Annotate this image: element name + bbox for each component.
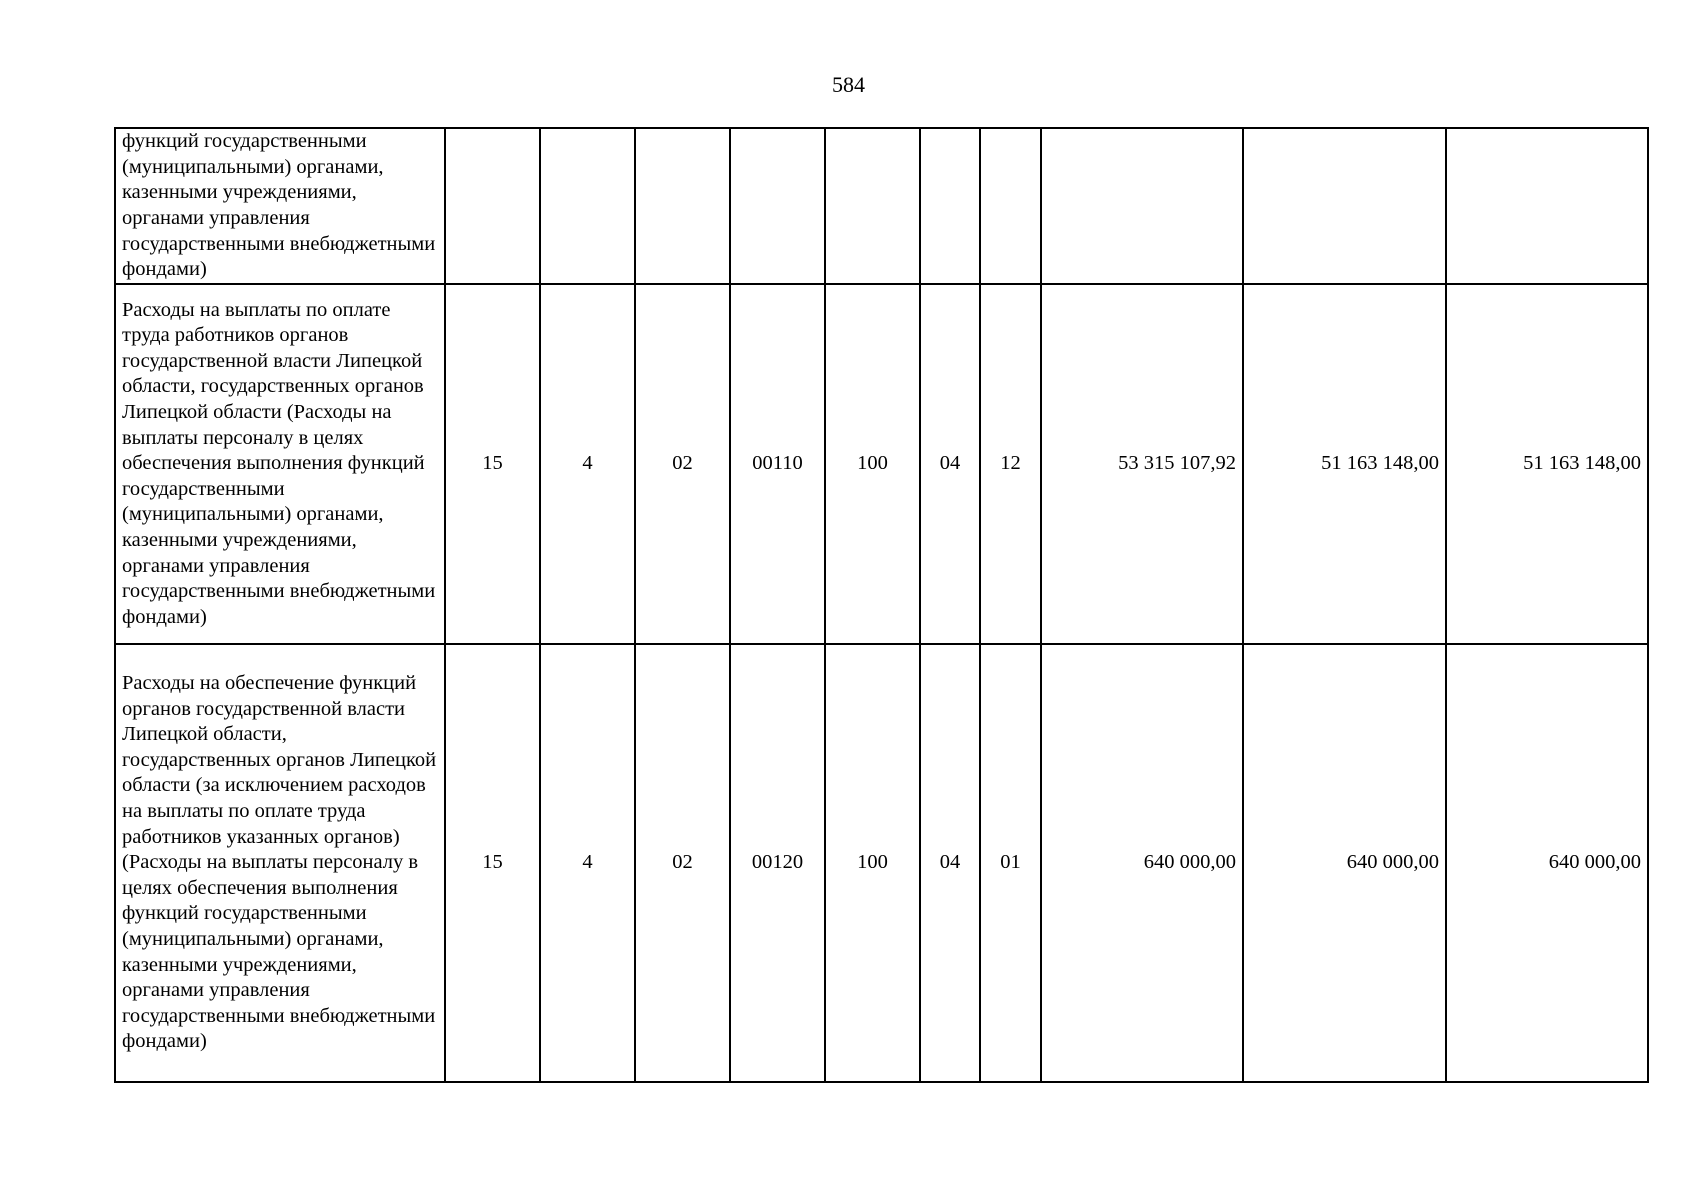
code-cell: 00110 [730,284,825,644]
code-cell: 15 [445,644,540,1082]
code-cell: 4 [540,644,635,1082]
code-cell: 4 [540,284,635,644]
amount-cell [1446,128,1648,284]
code-cell: 15 [445,284,540,644]
code-cell: 02 [635,284,730,644]
code-cell: 02 [635,644,730,1082]
code-cell: 01 [980,644,1041,1082]
amount-cell: 51 163 148,00 [1243,284,1446,644]
amount-cell: 53 315 107,92 [1041,284,1243,644]
code-cell: 100 [825,644,920,1082]
code-cell: 04 [920,644,980,1082]
code-cell [445,128,540,284]
row-description: функций государственными (муниципальными) органами, казенными учреждениями, органами управления государственными внебюджетными фондами) [115,128,445,284]
amount-cell: 640 000,00 [1041,644,1243,1082]
code-cell: 00120 [730,644,825,1082]
amount-cell [1041,128,1243,284]
code-cell [540,128,635,284]
code-cell: 100 [825,284,920,644]
row-description: Расходы на выплаты по оплате труда работников органов государственной власти Липецкой области, государственных органов Липецкой области (Расходы на выплаты персоналу в целях обеспечения выполнения функций государственными (муниципальными) органами, казенными учреждениями, органами управления государственными внебюджетными фондами) [115,284,445,644]
page-number: 584 [832,72,865,97]
code-cell: 12 [980,284,1041,644]
budget-table [114,127,1649,1083]
code-cell: 04 [920,284,980,644]
table-row [115,284,1648,644]
code-cell [635,128,730,284]
row-description: Расходы на обеспечение функций органов государственной власти Липецкой области, государственных органов Липецкой области (за исключением расходов на выплаты по оплате труда работников указанных органов) (Расходы на выплаты персоналу в целях обеспечения выполнения функций государственными (муниципальными) органами, казенными учреждениями, органами управления государственными внебюджетными фондами) [115,644,445,1082]
code-cell [920,128,980,284]
amount-cell: 640 000,00 [1446,644,1648,1082]
table-row [115,128,1648,284]
amount-cell: 640 000,00 [1243,644,1446,1082]
code-cell [730,128,825,284]
code-cell [980,128,1041,284]
code-cell [825,128,920,284]
amount-cell [1243,128,1446,284]
table-row [115,644,1648,1082]
amount-cell: 51 163 148,00 [1446,284,1648,644]
